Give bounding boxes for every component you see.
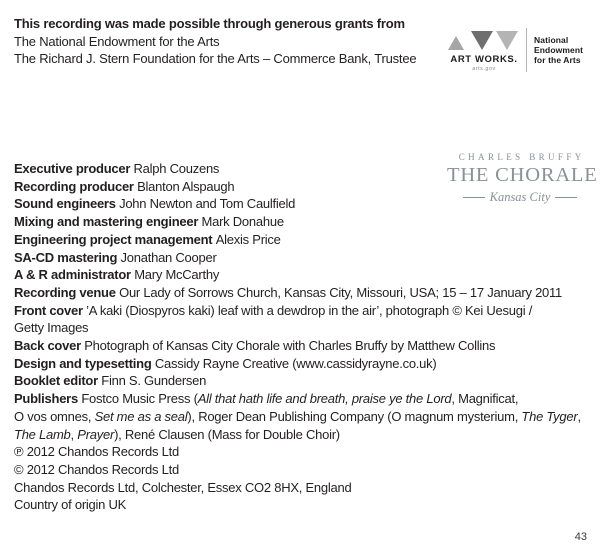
credit-text: The Lamb — [14, 426, 71, 442]
credit-label: Sound engineers — [14, 196, 120, 212]
credit-line — [14, 231, 594, 249]
grants-block — [14, 15, 416, 68]
logo-divider — [526, 28, 527, 72]
credit-text: The Tyger — [521, 408, 578, 424]
credit-line — [14, 426, 594, 444]
credit-line — [14, 461, 594, 479]
credit-line — [14, 249, 594, 267]
chorale-artist-name: CHARLES BRUFFY — [458, 152, 585, 162]
credit-text: © 2012 Chandos Records Ltd — [14, 461, 179, 477]
credit-line — [14, 479, 594, 497]
credit-label: Executive producer — [14, 161, 134, 176]
credit-text: , Magnificat, — [451, 391, 519, 407]
credit-label: Front cover — [14, 302, 87, 318]
credit-line — [14, 160, 594, 178]
credit-text: Mary McCarthy — [134, 267, 220, 283]
credit-text: Getty Images — [14, 320, 89, 336]
credit-text: Chandos Records Ltd, Colchester, Essex CO2 8HX, England — [14, 479, 352, 495]
art-works-logo — [448, 29, 520, 72]
credit-label: SA-CD mastering — [14, 249, 121, 265]
credit-text: Photograph of Kansas City Chorale with Charles Bruffy by Matthew Collins — [84, 338, 496, 354]
nea-wordmark-line: for the Arts — [534, 55, 581, 65]
credit-text: Ralph Couzens — [133, 161, 220, 176]
credit-text: Prayer — [77, 426, 115, 442]
credit-text: , — [70, 426, 78, 442]
credit-line — [14, 178, 594, 196]
arts-gov-label: arts.gov — [472, 65, 496, 72]
credit-line — [14, 408, 594, 426]
credit-label: Back cover — [14, 338, 85, 354]
credit-line — [14, 337, 594, 355]
credit-text: Alexis Price — [215, 231, 281, 247]
page-number: 43 — [574, 531, 587, 543]
chorale-ensemble-name: THE CHORALE — [447, 164, 598, 186]
credit-text: Set me as a seal — [94, 408, 188, 424]
nea-wordmark — [534, 35, 583, 65]
credit-text: ’A kaki (Diospyros kaki) leaf with a dewdrop in the air’, photograph © Kei Uesugi / — [86, 302, 533, 318]
credit-label: Booklet editor — [14, 373, 102, 389]
credit-line — [14, 195, 594, 213]
nea-wordmark-line: Endowment — [534, 45, 584, 55]
credit-line — [14, 284, 594, 302]
credit-line — [14, 302, 594, 320]
credit-line — [14, 372, 594, 390]
credit-text: Country of origin UK — [14, 497, 127, 513]
credit-text: Jonathan Cooper — [120, 249, 217, 265]
credit-text: O vos omnes, — [14, 408, 95, 424]
credit-label: A & R administrator — [14, 267, 135, 283]
credit-line — [14, 390, 594, 408]
credit-line — [14, 443, 594, 461]
credit-label: Engineering project management — [14, 231, 216, 247]
credit-text: Mark Donahue — [201, 214, 284, 230]
credit-label: Recording producer — [14, 178, 138, 194]
grants-heading: This recording was made possible through generous grants from — [14, 16, 405, 31]
credit-line — [14, 496, 594, 514]
credit-text: ), René Clausen (Mass for Double Choir) — [114, 426, 340, 442]
credit-text: , — [577, 408, 581, 424]
credit-line — [14, 266, 594, 284]
chorale-city-label: Kansas City — [489, 190, 551, 204]
credits-list — [14, 160, 598, 514]
credit-text: Cassidy Rayne Creative (www.cassidyrayne.co.uk) — [154, 355, 437, 371]
credit-label: Design and typesetting — [14, 355, 155, 371]
nea-wordmark-line: National — [534, 35, 569, 45]
credit-line — [14, 319, 594, 337]
credit-text: Finn S. Gundersen — [101, 373, 207, 389]
credit-label: Recording venue — [14, 284, 120, 300]
grants-line: The National Endowment for the Arts — [14, 33, 220, 49]
credit-text: John Newton and Tom Caulfield — [119, 196, 296, 212]
art-works-wordmark: ART WORKS. — [450, 53, 518, 65]
credit-text: ), Roger Dean Publishing Company (O magnum mysterium, — [187, 408, 522, 424]
credit-label: Mixing and mastering engineer — [14, 214, 202, 230]
credit-text: All that hath life and breath, praise ye the Lord — [197, 391, 452, 407]
art-works-triangles-icon — [448, 29, 520, 52]
credit-text: Blanton Alspaugh — [137, 178, 235, 194]
credit-text: ℗ 2012 Chandos Records Ltd — [14, 444, 179, 460]
credit-line — [14, 355, 594, 373]
credit-text: Fostco Music Press ( — [81, 391, 198, 407]
credit-label: Publishers — [14, 391, 82, 407]
grants-line: The Richard J. Stern Foundation for the Arts – Commerce Bank, Trustee — [14, 51, 417, 66]
nea-logo-group — [448, 28, 588, 72]
credit-line — [14, 213, 594, 231]
credit-text: Our Lady of Sorrows Church, Kansas City, Missouri, USA; 15 – 17 January 2011 — [119, 284, 563, 300]
